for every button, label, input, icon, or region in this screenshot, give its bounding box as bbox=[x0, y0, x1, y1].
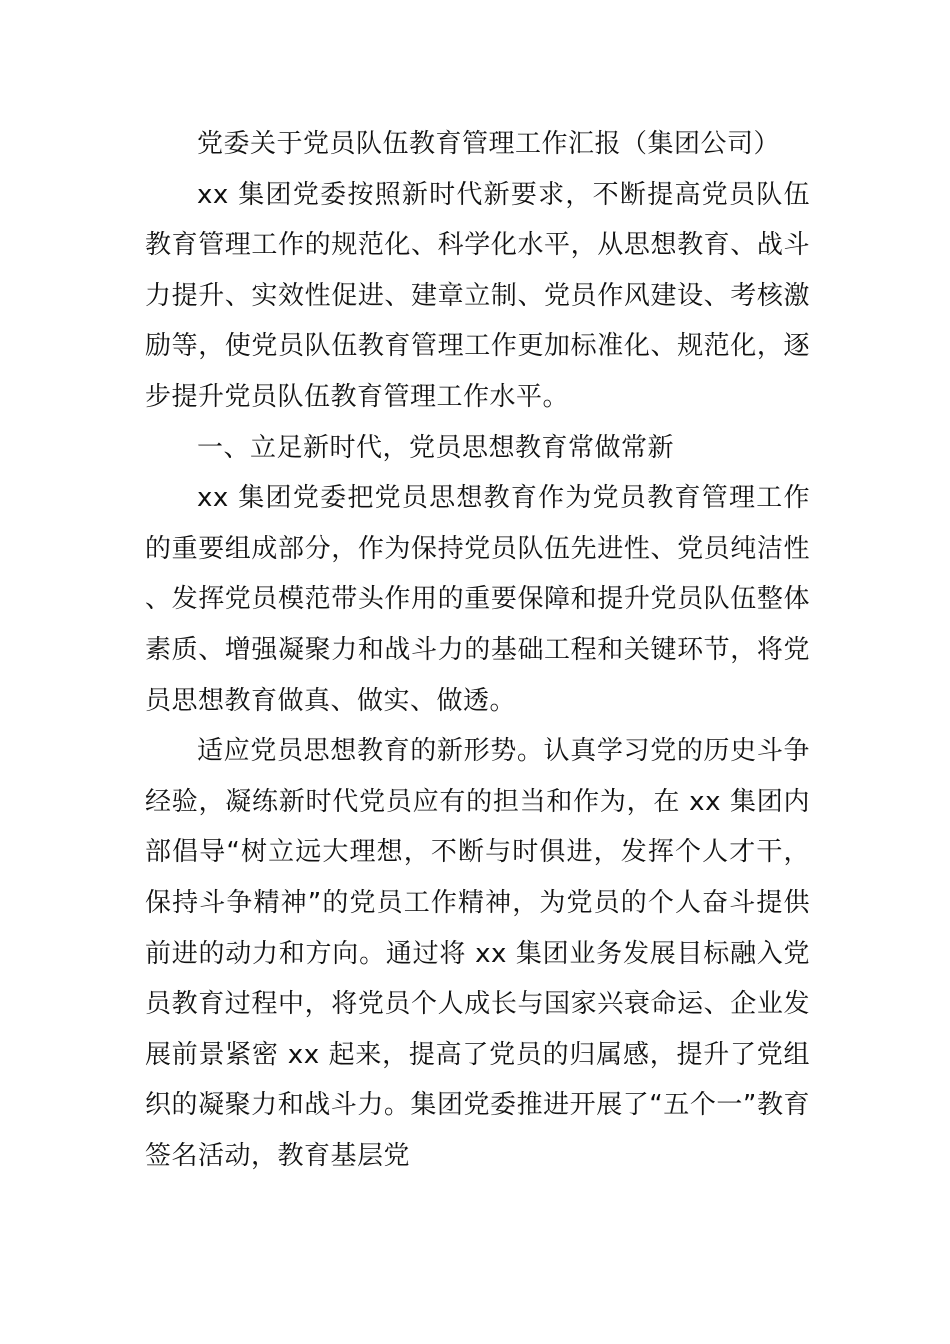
document-body bbox=[145, 119, 810, 1181]
paragraph-intro: xx 集团党委按照新时代新要求，不断提高党员队伍教育管理工作的规范化、科学化水平，从思想教育、战斗力提升、实效性促进、建章立制、党员作风建设、考核激励等，使党员队伍教育管理工作更加标准化、规范化，逐步提升党员队伍教育管理工作水平。 bbox=[145, 179, 810, 412]
document-title: 党委关于党员队伍教育管理工作汇报（集团公司） bbox=[197, 129, 781, 159]
paragraph-section-1-intro: xx 集团党委把党员思想教育作为党员教育管理工作的重要组成部分，作为保持党员队伍先进性、党员纯洁性、发挥党员模范带头作用的重要保障和提升党员队伍整体素质、增强凝聚力和战斗力的基础工程和关键环节，将党员思想教育做真、做实、做透。 bbox=[145, 483, 810, 716]
section-heading-1: 一、立足新时代，党员思想教育常做常新 bbox=[197, 432, 675, 463]
paragraph-section-1-detail: 适应党员思想教育的新形势。认真学习党的历史斗争经验，凝练新时代党员应有的担当和作为，在 xx 集团内部倡导“树立远大理想，不断与时俱进，发挥个人才干，保持斗争精神”的党员工作精神，为党员的个人奋斗提供前进的动力和方向。通过将 xx 集团业务发展目标融入党员教育过程中，将党员个人成长与国家兴衰命运、企业发展前景紧密 xx 起来，提高了党员的归属感，提升了党组织的凝聚力和战斗力。集团党委推进开展了“五个一”教育签名活动，教育基层党 bbox=[145, 736, 810, 1171]
